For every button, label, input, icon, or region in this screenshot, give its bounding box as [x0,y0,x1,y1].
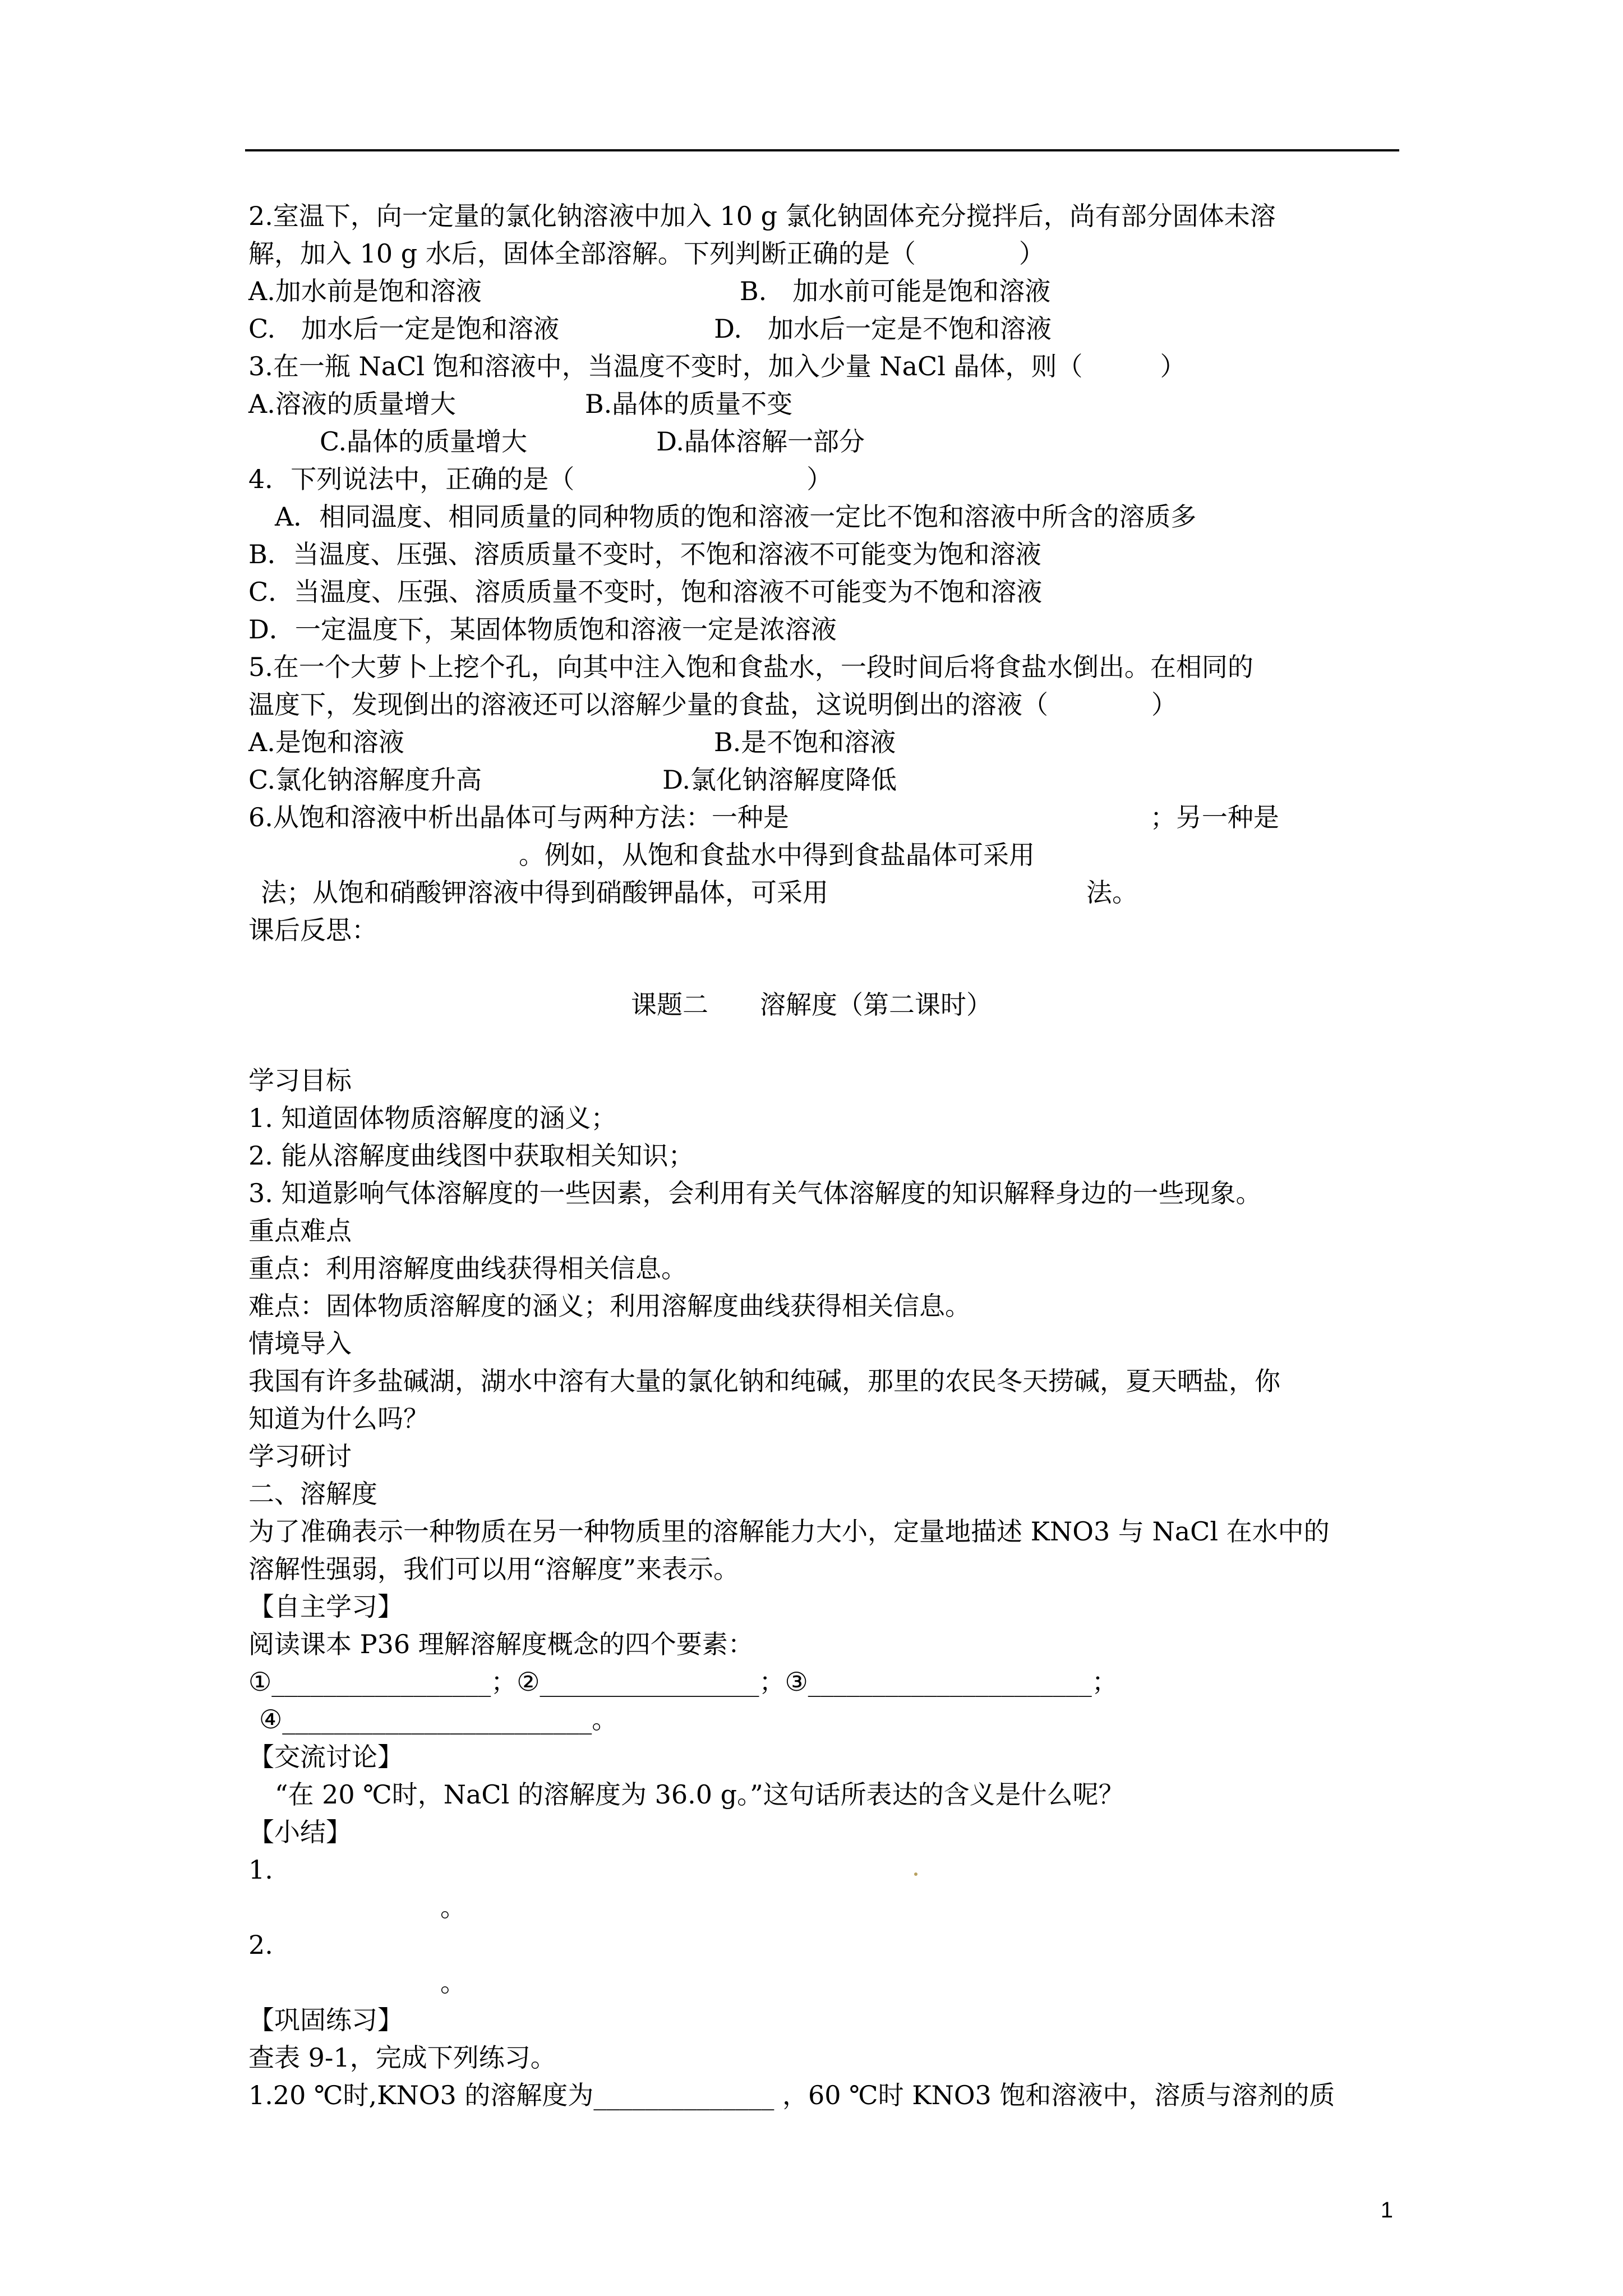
q5-options-ab: A.是饱和溶液 B.是不饱和溶液 [248,727,896,757]
section-objectives: 学习目标 [248,1065,352,1096]
solubility-para-line2: 溶解性强弱，我们可以用“溶解度”来表示。 [248,1554,740,1584]
blanks-line1: ①_________________；②_________________；③______________________； [248,1667,1118,1697]
page-number: 1 [1380,2198,1393,2223]
reflection-label: 课后反思： [248,915,377,945]
objective-2: 2. 能从溶解度曲线图中获取相关知识； [248,1140,694,1171]
intro-line1: 我国有许多盐碱湖，湖水中溶有大量的氯化钠和纯碱，那里的农民冬天捞碱，夏天晒盐，你 [248,1366,1280,1396]
header-rule [245,149,1399,151]
difficult-point: 难点：固体物质溶解度的涵义；利用溶解度曲线获得相关信息。 [248,1291,971,1321]
q3-options-ab: A.溶液的质量增大 B.晶体的质量不变 [248,389,793,419]
section-study: 学习研讨 [248,1441,352,1471]
self-study-prompt: 阅读课本 P36 理解溶解度概念的四个要素： [248,1629,754,1659]
solubility-para-line1: 为了准确表示一种物质在另一种物质里的溶解能力大小，定量地描述 KNO3 与 NaCl 在水中的 [248,1516,1330,1547]
q2-line2: 解，加入 10 g 水后，固体全部溶解。下列判断正确的是（ ） [248,238,1045,269]
heading-summary: 【小结】 [248,1817,352,1847]
q6-line1: 6.从饱和溶液中析出晶体可与两种方法：一种是 ；另一种是 [248,802,1279,832]
lesson-title: 课题二 溶解度（第二课时） [631,990,992,1020]
objective-3: 3. 知道影响气体溶解度的一些因素，会利用有关气体溶解度的知识解释身边的一些现象。 [248,1178,1262,1208]
q4-option-d: D．一定温度下，某固体物质饱和溶液一定是浓溶液 [248,614,837,645]
section-intro: 情境导入 [248,1328,352,1359]
heading-practice: 【巩固练习】 [248,2005,403,2035]
q6-line3: 法；从饱和硝酸钾溶液中得到硝酸钾晶体，可采用 法。 [261,877,1138,908]
summary-item-1-end: 。 [440,1892,466,1922]
objective-1: 1. 知道固体物质溶解度的涵义； [248,1103,617,1133]
summary-item-2-end: 。 [440,1967,466,1998]
subsection-solubility: 二、溶解度 [248,1479,377,1509]
discussion-question: “在 20 ℃时，NaCl 的溶解度为 36.0 g。”这句话所表达的含义是什么呢？ [275,1779,1124,1810]
q6-line2: 。例如，从饱和食盐水中得到食盐晶体可采用 [519,840,1035,870]
summary-item-2: 2. [248,1930,273,1960]
q2-line1: 2.室温下，向一定量的氯化钠溶液中加入 10 g 氯化钠固体充分搅拌后，尚有部分固体未溶 [248,201,1276,231]
heading-discussion: 【交流讨论】 [248,1742,403,1772]
key-point: 重点：利用溶解度曲线获得相关信息。 [248,1253,687,1283]
q3-stem: 3.在一瓶 NaCl 饱和溶液中，当温度不变时，加入少量 NaCl 晶体，则（ ） [248,351,1186,381]
q4-option-c: C．当温度、压强、溶质质量不变时，饱和溶液不可能变为不饱和溶液 [248,577,1043,607]
q2-options-ab: A.加水前是饱和溶液 B. 加水前可能是饱和溶液 [248,276,1051,306]
q3-options-cd: C.晶体的质量增大 D.晶体溶解一部分 [320,426,865,457]
blanks-line2: ④________________________。 [259,1704,618,1734]
q4-option-a: A．相同温度、相同质量的同种物质的饱和溶液一定比不饱和溶液中所含的溶质多 [275,501,1197,532]
practice-prompt: 查表 9-1，完成下列练习。 [248,2042,556,2073]
q5-line1: 5.在一个大萝卜上挖个孔，向其中注入饱和食盐水，一段时间后将食盐水倒出。在相同的 [248,652,1253,682]
q4-stem: 4．下列说法中，正确的是（ ） [248,464,833,494]
section-key-points: 重点难点 [248,1216,352,1246]
q4-option-b: B．当温度、压强、溶质质量不变时，不饱和溶液不可能变为饱和溶液 [248,539,1041,569]
q2-options-cd: C. 加水后一定是饱和溶液 D. 加水后一定是不饱和溶液 [248,314,1052,344]
heading-self-study: 【自主学习】 [248,1591,403,1622]
q5-options-cd: C.氯化钠溶解度升高 D.氯化钠溶解度降低 [248,765,897,795]
stray-mark [914,1872,917,1876]
summary-item-1: 1. [248,1855,273,1885]
intro-line2: 知道为什么吗？ [248,1404,429,1434]
q5-line2: 温度下，发现倒出的溶液还可以溶解少量的食盐，这说明倒出的溶液（ ） [248,689,1177,720]
practice-q1: 1.20 ℃时,KNO3 的溶解度为______________ ，60 ℃时 KNO3 饱和溶液中，溶质与溶剂的质 [248,2080,1335,2110]
